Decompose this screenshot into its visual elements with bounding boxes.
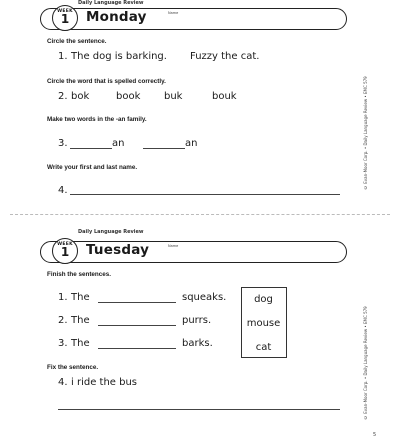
word-option: bouk bbox=[212, 91, 237, 102]
word-option: book bbox=[116, 91, 141, 102]
week-badge: WEEK 1 bbox=[52, 5, 78, 31]
sentence-end: squeaks. bbox=[182, 292, 227, 303]
sentence-option-a: The dog is barking. bbox=[71, 51, 167, 62]
sentence-start: The bbox=[71, 315, 90, 326]
instruction-fix: Fix the sentence. bbox=[47, 364, 99, 371]
word-option: bok bbox=[71, 91, 90, 102]
fix-sentence-text: i ride the bus bbox=[71, 377, 138, 388]
name-answer-line[interactable] bbox=[70, 194, 340, 195]
fix-answer-line[interactable] bbox=[58, 409, 340, 410]
series-title: Daily Language Review bbox=[78, 0, 144, 6]
word-option: buk bbox=[164, 91, 183, 102]
answer-line[interactable] bbox=[98, 325, 176, 326]
section-divider bbox=[10, 214, 390, 215]
answer-line[interactable] bbox=[98, 302, 176, 303]
answer-line[interactable] bbox=[98, 348, 176, 349]
sentence-end: barks. bbox=[182, 338, 213, 349]
sentence-number: 3. bbox=[58, 338, 68, 349]
q2-number: 2. bbox=[58, 91, 68, 102]
name-label: Name bbox=[168, 11, 179, 15]
copyright-side-text: © Evan-Moor Corp. • Daily Language Review • EMC 579 bbox=[363, 76, 368, 190]
q4-number: 4. bbox=[58, 377, 68, 388]
instruction-1: Circle the sentence. bbox=[47, 38, 107, 45]
week-badge: WEEK 1 bbox=[52, 238, 78, 264]
instruction-4: Write your first and last name. bbox=[47, 164, 138, 171]
day-title-monday: Monday bbox=[86, 9, 147, 25]
name-label: Name bbox=[168, 244, 179, 248]
sentence-number: 1. bbox=[58, 292, 68, 303]
word-bank-item: cat bbox=[255, 342, 272, 353]
word-bank-item: mouse bbox=[246, 318, 281, 329]
q4-number: 4. bbox=[58, 185, 68, 196]
sentence-number: 2. bbox=[58, 315, 68, 326]
word-bank-item: dog bbox=[254, 294, 273, 305]
instruction-finish: Finish the sentences. bbox=[47, 271, 112, 278]
sentence-option-b: Fuzzy the cat. bbox=[190, 51, 260, 62]
sentence-end: purrs. bbox=[182, 315, 212, 326]
instruction-2: Circle the word that is spelled correctly. bbox=[47, 78, 166, 85]
answer-line[interactable] bbox=[70, 148, 112, 149]
an-suffix: an bbox=[185, 138, 198, 149]
sentence-start: The bbox=[71, 338, 90, 349]
day-title-tuesday: Tuesday bbox=[86, 242, 150, 258]
sentence-start: The bbox=[71, 292, 90, 303]
copyright-side-text: © Evan-Moor Corp. • Daily Language Review • EMC 579 bbox=[363, 306, 368, 420]
q1-number: 1. bbox=[58, 51, 68, 62]
instruction-3: Make two words in the -an family. bbox=[47, 116, 147, 123]
page-number: 5 bbox=[373, 432, 377, 438]
series-title: Daily Language Review bbox=[78, 229, 144, 235]
q3-number: 3. bbox=[58, 138, 68, 149]
an-suffix: an bbox=[112, 138, 125, 149]
answer-line[interactable] bbox=[143, 148, 185, 149]
